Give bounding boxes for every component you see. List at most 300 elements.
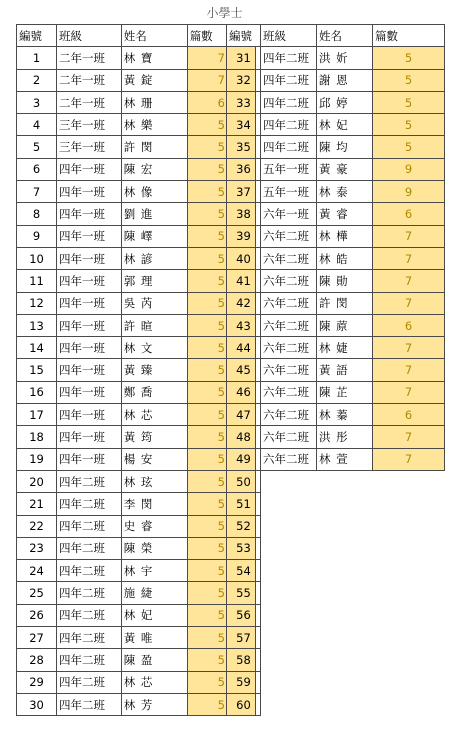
right-roster-body <box>227 47 445 716</box>
row-class: 四年二班 <box>57 693 122 715</box>
row-count: 5 <box>187 181 255 203</box>
row-name: 林 婕 <box>317 337 373 359</box>
row-name <box>317 693 373 715</box>
row-name: 林 玹 <box>121 470 187 492</box>
row-class: 四年一班 <box>57 158 122 180</box>
table-row <box>17 136 256 158</box>
row-number: 41 <box>227 270 261 292</box>
row-class: 四年二班 <box>57 537 122 559</box>
row-count: 5 <box>187 560 255 582</box>
row-count: 5 <box>187 158 255 180</box>
table-row <box>227 404 445 426</box>
row-count: 5 <box>187 270 255 292</box>
row-count: 5 <box>187 359 255 381</box>
row-count: 5 <box>187 136 255 158</box>
row-number: 11 <box>17 270 57 292</box>
row-number: 16 <box>17 381 57 403</box>
row-count: 7 <box>373 448 445 470</box>
row-number: 59 <box>227 671 261 693</box>
row-number: 52 <box>227 515 261 537</box>
row-name: 林 像 <box>121 181 187 203</box>
row-number: 10 <box>17 247 57 269</box>
row-class: 四年二班 <box>57 560 122 582</box>
row-count <box>373 693 445 715</box>
row-name: 林 萱 <box>317 448 373 470</box>
header-class: 班級 <box>261 25 317 47</box>
table-row <box>227 181 445 203</box>
row-number: 3 <box>17 91 57 113</box>
table-row <box>227 69 445 91</box>
row-count: 5 <box>373 47 445 69</box>
table-row <box>17 493 256 515</box>
table-row <box>17 582 256 604</box>
row-count: 5 <box>373 91 445 113</box>
row-name <box>317 493 373 515</box>
row-count: 5 <box>187 671 255 693</box>
table-row <box>17 515 256 537</box>
row-number: 31 <box>227 47 261 69</box>
table-row <box>17 627 256 649</box>
row-class: 四年一班 <box>57 203 122 225</box>
row-class: 四年一班 <box>57 448 122 470</box>
row-count <box>373 560 445 582</box>
row-class <box>261 582 317 604</box>
row-number: 19 <box>17 448 57 470</box>
row-name: 施 緁 <box>121 582 187 604</box>
table-row <box>17 225 256 247</box>
row-class: 四年二班 <box>57 470 122 492</box>
table-row <box>227 203 445 225</box>
table-row <box>17 47 256 69</box>
table-row <box>227 671 445 693</box>
row-number: 48 <box>227 426 261 448</box>
header-name: 姓名 <box>121 25 187 47</box>
row-class: 四年二班 <box>57 582 122 604</box>
row-number: 37 <box>227 181 261 203</box>
row-number: 56 <box>227 604 261 626</box>
row-name: 黃 臻 <box>121 359 187 381</box>
row-class: 六年二班 <box>261 314 317 336</box>
row-number: 22 <box>17 515 57 537</box>
table-row <box>227 337 445 359</box>
table-row <box>227 270 445 292</box>
table-row <box>17 404 256 426</box>
row-number: 27 <box>17 627 57 649</box>
row-count: 5 <box>187 426 255 448</box>
row-count: 5 <box>187 337 255 359</box>
row-class <box>261 515 317 537</box>
row-class: 四年一班 <box>57 404 122 426</box>
table-row <box>227 426 445 448</box>
row-name: 林 樂 <box>121 114 187 136</box>
row-name: 陳 勛 <box>317 270 373 292</box>
table-row <box>227 470 445 492</box>
row-class: 六年二班 <box>261 292 317 314</box>
row-class: 四年二班 <box>261 136 317 158</box>
row-count <box>373 582 445 604</box>
row-name: 許 閔 <box>121 136 187 158</box>
row-number: 29 <box>17 671 57 693</box>
row-count: 5 <box>187 493 255 515</box>
table-row <box>17 693 256 715</box>
row-name: 林 樺 <box>317 225 373 247</box>
header-class: 班級 <box>57 25 122 47</box>
row-name: 林 妃 <box>317 114 373 136</box>
row-class <box>261 627 317 649</box>
header-no: 編號 <box>17 25 57 47</box>
row-count: 7 <box>373 426 445 448</box>
row-number: 55 <box>227 582 261 604</box>
row-number: 34 <box>227 114 261 136</box>
row-count <box>373 627 445 649</box>
row-class <box>261 671 317 693</box>
row-count: 7 <box>187 47 255 69</box>
row-class <box>261 470 317 492</box>
table-row <box>227 381 445 403</box>
row-class <box>261 493 317 515</box>
row-name: 林 文 <box>121 337 187 359</box>
table-row <box>17 91 256 113</box>
table-row <box>227 47 445 69</box>
row-count: 7 <box>373 225 445 247</box>
row-name: 林 妃 <box>121 604 187 626</box>
row-class: 四年二班 <box>57 649 122 671</box>
row-number: 30 <box>17 693 57 715</box>
row-count: 7 <box>373 247 445 269</box>
row-name: 黃 豪 <box>317 158 373 180</box>
table-row <box>17 671 256 693</box>
row-name: 林 宇 <box>121 560 187 582</box>
header-row <box>227 25 445 47</box>
row-count <box>373 515 445 537</box>
row-class: 六年二班 <box>261 225 317 247</box>
row-number: 38 <box>227 203 261 225</box>
row-name: 林 寶 <box>121 47 187 69</box>
row-name <box>317 470 373 492</box>
left-roster-table <box>16 24 256 716</box>
row-number: 4 <box>17 114 57 136</box>
header-count: 篇數 <box>187 25 255 47</box>
table-row <box>227 247 445 269</box>
table-row <box>17 203 256 225</box>
row-class <box>261 693 317 715</box>
row-name: 吳 芮 <box>121 292 187 314</box>
table-row <box>17 537 256 559</box>
row-name: 林 芳 <box>121 693 187 715</box>
row-count: 5 <box>373 114 445 136</box>
row-count: 5 <box>187 604 255 626</box>
row-class: 四年一班 <box>57 381 122 403</box>
row-number: 35 <box>227 136 261 158</box>
row-class: 二年一班 <box>57 47 122 69</box>
row-number: 26 <box>17 604 57 626</box>
table-row <box>17 560 256 582</box>
row-name <box>317 604 373 626</box>
row-number: 9 <box>17 225 57 247</box>
header-count: 篇數 <box>373 25 445 47</box>
table-row <box>227 225 445 247</box>
row-name: 史 睿 <box>121 515 187 537</box>
row-name: 陳 宏 <box>121 158 187 180</box>
row-number: 44 <box>227 337 261 359</box>
row-count: 5 <box>187 292 255 314</box>
row-count: 5 <box>187 515 255 537</box>
table-row <box>17 270 256 292</box>
row-count <box>373 470 445 492</box>
row-name: 鄭 喬 <box>121 381 187 403</box>
row-name: 林 泰 <box>317 181 373 203</box>
row-name: 洪 彤 <box>317 426 373 448</box>
table-row <box>17 158 256 180</box>
row-number: 36 <box>227 158 261 180</box>
row-number: 58 <box>227 649 261 671</box>
row-class: 六年二班 <box>261 426 317 448</box>
row-name <box>317 649 373 671</box>
row-count: 5 <box>187 314 255 336</box>
row-count: 5 <box>373 69 445 91</box>
row-number: 2 <box>17 69 57 91</box>
row-count: 5 <box>187 247 255 269</box>
table-row <box>17 247 256 269</box>
table-row <box>17 381 256 403</box>
table-row <box>17 181 256 203</box>
table-row <box>17 69 256 91</box>
row-class: 四年二班 <box>261 69 317 91</box>
row-name <box>317 537 373 559</box>
row-name: 邱 婷 <box>317 91 373 113</box>
row-count: 6 <box>187 91 255 113</box>
row-count: 5 <box>187 225 255 247</box>
row-name: 陳 嶧 <box>121 225 187 247</box>
row-class: 四年二班 <box>57 515 122 537</box>
row-number: 23 <box>17 537 57 559</box>
table-row <box>227 693 445 715</box>
table-row <box>227 515 445 537</box>
table-row <box>227 91 445 113</box>
row-class: 五年一班 <box>261 158 317 180</box>
table-row <box>17 426 256 448</box>
row-name: 黃 筠 <box>121 426 187 448</box>
row-name: 黃 唯 <box>121 627 187 649</box>
header-no: 編號 <box>227 25 261 47</box>
row-number: 60 <box>227 693 261 715</box>
header-row <box>17 25 256 47</box>
row-count: 5 <box>187 627 255 649</box>
row-count: 9 <box>373 181 445 203</box>
table-row <box>227 448 445 470</box>
row-count: 5 <box>187 582 255 604</box>
row-class: 五年一班 <box>261 181 317 203</box>
row-class: 四年二班 <box>57 671 122 693</box>
row-class: 四年一班 <box>57 225 122 247</box>
table-row <box>227 136 445 158</box>
row-name: 楊 安 <box>121 448 187 470</box>
row-name: 林 珊 <box>121 91 187 113</box>
row-class: 六年二班 <box>261 359 317 381</box>
row-class: 六年二班 <box>261 381 317 403</box>
row-name: 林 皓 <box>317 247 373 269</box>
row-count: 9 <box>373 158 445 180</box>
row-class <box>261 537 317 559</box>
row-name: 李 閔 <box>121 493 187 515</box>
row-class: 三年一班 <box>57 136 122 158</box>
row-number: 8 <box>17 203 57 225</box>
row-count: 5 <box>187 649 255 671</box>
row-number: 1 <box>17 47 57 69</box>
row-number: 39 <box>227 225 261 247</box>
row-class: 四年二班 <box>57 493 122 515</box>
row-count <box>373 671 445 693</box>
row-class: 四年一班 <box>57 181 122 203</box>
right-roster-table <box>226 24 445 716</box>
row-class: 四年一班 <box>57 426 122 448</box>
row-number: 46 <box>227 381 261 403</box>
row-class <box>261 649 317 671</box>
table-row <box>17 448 256 470</box>
table-row <box>227 537 445 559</box>
row-count: 5 <box>187 114 255 136</box>
row-count <box>373 537 445 559</box>
row-count <box>373 604 445 626</box>
row-number: 24 <box>17 560 57 582</box>
row-count: 5 <box>187 381 255 403</box>
row-class <box>261 604 317 626</box>
row-name: 陳 盈 <box>121 649 187 671</box>
table-row <box>227 314 445 336</box>
row-class: 二年一班 <box>57 91 122 113</box>
row-class: 四年一班 <box>57 292 122 314</box>
row-number: 32 <box>227 69 261 91</box>
row-count: 5 <box>187 448 255 470</box>
row-class: 四年一班 <box>57 359 122 381</box>
row-class: 四年一班 <box>57 270 122 292</box>
row-class: 六年二班 <box>261 337 317 359</box>
row-number: 57 <box>227 627 261 649</box>
row-count: 6 <box>373 314 445 336</box>
table-row <box>17 649 256 671</box>
row-class: 四年二班 <box>57 627 122 649</box>
row-number: 15 <box>17 359 57 381</box>
row-number: 45 <box>227 359 261 381</box>
table-row <box>227 627 445 649</box>
row-number: 25 <box>17 582 57 604</box>
table-row <box>17 359 256 381</box>
table-row <box>227 158 445 180</box>
row-number: 49 <box>227 448 261 470</box>
table-row <box>227 493 445 515</box>
table-row <box>17 292 256 314</box>
row-class: 四年一班 <box>57 247 122 269</box>
row-number: 33 <box>227 91 261 113</box>
row-count: 7 <box>373 270 445 292</box>
table-row <box>227 649 445 671</box>
row-count: 7 <box>373 337 445 359</box>
row-number: 17 <box>17 404 57 426</box>
row-class: 二年一班 <box>57 69 122 91</box>
table-row <box>227 114 445 136</box>
row-name <box>317 671 373 693</box>
table-row <box>227 582 445 604</box>
row-class: 六年二班 <box>261 448 317 470</box>
row-number: 51 <box>227 493 261 515</box>
row-number: 6 <box>17 158 57 180</box>
row-name: 許 暄 <box>121 314 187 336</box>
table-row <box>227 359 445 381</box>
row-number: 43 <box>227 314 261 336</box>
row-number: 40 <box>227 247 261 269</box>
row-count: 7 <box>187 69 255 91</box>
table-row <box>17 337 256 359</box>
row-class: 六年二班 <box>261 404 317 426</box>
table-row <box>17 604 256 626</box>
row-count: 5 <box>187 693 255 715</box>
row-class: 四年二班 <box>261 47 317 69</box>
row-number: 47 <box>227 404 261 426</box>
row-name <box>317 627 373 649</box>
row-name: 陳 蒝 <box>317 314 373 336</box>
row-number: 18 <box>17 426 57 448</box>
row-name: 陳 均 <box>317 136 373 158</box>
row-count: 5 <box>187 203 255 225</box>
row-class: 四年一班 <box>57 314 122 336</box>
row-number: 13 <box>17 314 57 336</box>
row-number: 42 <box>227 292 261 314</box>
table-row <box>17 314 256 336</box>
row-count: 5 <box>187 470 255 492</box>
row-number: 53 <box>227 537 261 559</box>
row-name: 林 諺 <box>121 247 187 269</box>
row-number: 54 <box>227 560 261 582</box>
left-roster-body <box>17 47 256 716</box>
row-number: 5 <box>17 136 57 158</box>
row-class: 四年二班 <box>261 91 317 113</box>
row-count: 6 <box>373 404 445 426</box>
row-count: 6 <box>373 203 445 225</box>
row-name: 陳 榮 <box>121 537 187 559</box>
table-row <box>227 560 445 582</box>
header-name: 姓名 <box>317 25 373 47</box>
row-count <box>373 649 445 671</box>
row-name <box>317 582 373 604</box>
row-name <box>317 515 373 537</box>
sheet-title: 小學士 <box>206 6 243 20</box>
row-number: 50 <box>227 470 261 492</box>
row-number: 20 <box>17 470 57 492</box>
row-name: 陳 芷 <box>317 381 373 403</box>
row-name: 黃 語 <box>317 359 373 381</box>
row-name <box>317 560 373 582</box>
row-class: 三年一班 <box>57 114 122 136</box>
row-number: 12 <box>17 292 57 314</box>
row-number: 21 <box>17 493 57 515</box>
row-name: 劉 進 <box>121 203 187 225</box>
row-count: 7 <box>373 381 445 403</box>
row-count: 5 <box>187 404 255 426</box>
row-name: 林 芯 <box>121 671 187 693</box>
row-name: 許 閔 <box>317 292 373 314</box>
row-name: 林 蓁 <box>317 404 373 426</box>
row-name: 黃 錠 <box>121 69 187 91</box>
row-name: 黃 睿 <box>317 203 373 225</box>
row-count: 7 <box>373 359 445 381</box>
row-class: 六年二班 <box>261 270 317 292</box>
table-row <box>17 114 256 136</box>
row-name: 洪 妡 <box>317 47 373 69</box>
row-name: 林 芯 <box>121 404 187 426</box>
row-count: 5 <box>187 537 255 559</box>
row-number: 28 <box>17 649 57 671</box>
row-class <box>261 560 317 582</box>
